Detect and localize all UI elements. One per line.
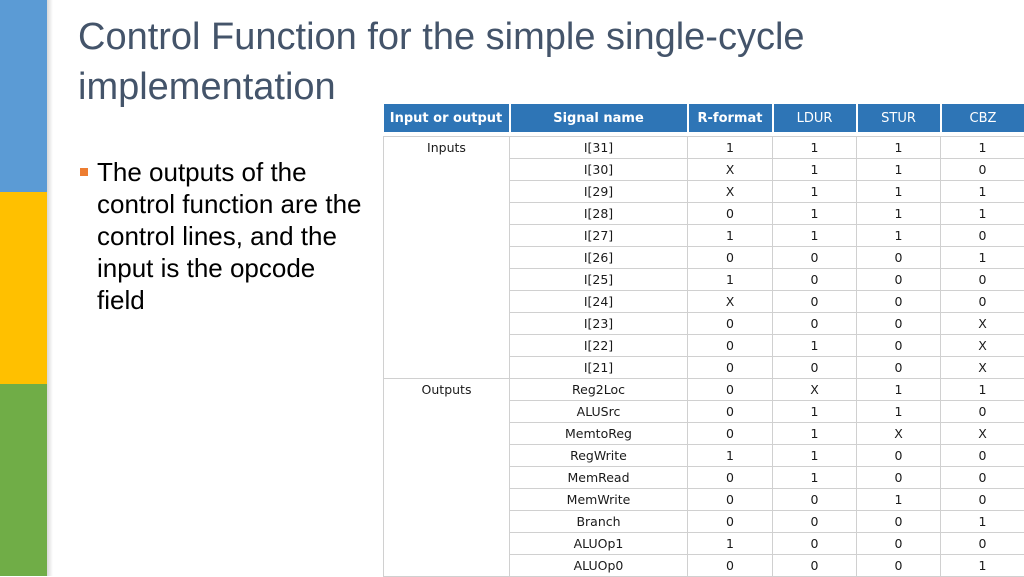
value-cell: X — [688, 181, 773, 203]
value-cell: 0 — [857, 511, 941, 533]
value-cell: 0 — [773, 533, 857, 555]
value-cell: 1 — [773, 181, 857, 203]
value-cell: X — [773, 379, 857, 401]
header-input-or-output: Input or output — [384, 104, 510, 132]
value-cell: 0 — [857, 555, 941, 577]
value-cell: 0 — [857, 269, 941, 291]
value-cell: 0 — [857, 291, 941, 313]
value-cell: 1 — [857, 203, 941, 225]
header-r-format: R-format — [688, 104, 773, 132]
value-cell: 0 — [688, 423, 773, 445]
value-cell: 1 — [773, 445, 857, 467]
value-cell: 1 — [773, 137, 857, 159]
table-row — [384, 379, 1024, 401]
accent-bar-yellow — [0, 192, 47, 384]
accent-bar-shadow — [47, 0, 53, 576]
value-cell: 1 — [688, 269, 773, 291]
value-cell: 0 — [857, 467, 941, 489]
value-cell: 0 — [941, 225, 1024, 247]
value-cell: 1 — [688, 533, 773, 555]
value-cell: 0 — [688, 203, 773, 225]
value-cell: X — [688, 159, 773, 181]
bullet-text: The outputs of the control function are the control lines, and the input is the opcode field — [97, 156, 365, 316]
value-cell: 1 — [941, 181, 1024, 203]
header-stur: STUR — [857, 104, 941, 132]
value-cell: 0 — [773, 511, 857, 533]
value-cell: 0 — [941, 467, 1024, 489]
value-cell: 0 — [773, 555, 857, 577]
table-header-row — [384, 104, 1024, 132]
value-cell: X — [941, 313, 1024, 335]
value-cell: X — [941, 357, 1024, 379]
value-cell: 0 — [941, 159, 1024, 181]
signal-name-cell: I[24] — [510, 291, 688, 313]
value-cell: 1 — [857, 379, 941, 401]
bullet-square-icon — [80, 168, 88, 176]
value-cell: 0 — [857, 445, 941, 467]
signal-name-cell: I[31] — [510, 137, 688, 159]
value-cell: 0 — [857, 357, 941, 379]
value-cell: 1 — [857, 181, 941, 203]
value-cell: 1 — [941, 203, 1024, 225]
value-cell: 0 — [857, 335, 941, 357]
value-cell: 1 — [773, 203, 857, 225]
value-cell: 0 — [857, 247, 941, 269]
accent-bar-blue — [0, 0, 47, 192]
value-cell: 1 — [773, 335, 857, 357]
value-cell: 1 — [688, 137, 773, 159]
value-cell: X — [688, 291, 773, 313]
value-cell: 1 — [773, 423, 857, 445]
group-outputs-label: Outputs — [384, 379, 510, 577]
value-cell: 1 — [941, 555, 1024, 577]
value-cell: 0 — [857, 533, 941, 555]
value-cell: X — [941, 423, 1024, 445]
value-cell: 0 — [688, 379, 773, 401]
value-cell: 0 — [941, 269, 1024, 291]
value-cell: 1 — [688, 225, 773, 247]
slide-title: Control Function for the simple single-cycle implementation — [78, 12, 958, 112]
value-cell: 1 — [773, 225, 857, 247]
signal-name-cell: Branch — [510, 511, 688, 533]
value-cell: 1 — [857, 401, 941, 423]
value-cell: 0 — [773, 357, 857, 379]
table-row — [384, 137, 1024, 159]
signal-name-cell: I[29] — [510, 181, 688, 203]
value-cell: 1 — [941, 511, 1024, 533]
value-cell: 1 — [857, 137, 941, 159]
value-cell: 0 — [688, 335, 773, 357]
signal-name-cell: MemWrite — [510, 489, 688, 511]
value-cell: 1 — [688, 445, 773, 467]
value-cell: 0 — [773, 313, 857, 335]
value-cell: 0 — [688, 555, 773, 577]
signal-name-cell: I[27] — [510, 225, 688, 247]
signal-name-cell: ALUSrc — [510, 401, 688, 423]
value-cell: 1 — [857, 225, 941, 247]
value-cell: 0 — [688, 357, 773, 379]
signal-name-cell: ALUOp1 — [510, 533, 688, 555]
value-cell: 0 — [773, 291, 857, 313]
bullet-item — [80, 156, 365, 316]
value-cell: 0 — [941, 489, 1024, 511]
signal-name-cell: I[30] — [510, 159, 688, 181]
value-cell: 0 — [688, 401, 773, 423]
value-cell: 1 — [773, 159, 857, 181]
signal-name-cell: I[21] — [510, 357, 688, 379]
header-signal-name: Signal name — [510, 104, 688, 132]
header-cbz: CBZ — [941, 104, 1024, 132]
value-cell: 1 — [941, 137, 1024, 159]
value-cell: 0 — [688, 247, 773, 269]
control-truth-table — [383, 104, 1024, 577]
value-cell: 1 — [773, 467, 857, 489]
signal-name-cell: ALUOp0 — [510, 555, 688, 577]
signal-name-cell: Reg2Loc — [510, 379, 688, 401]
signal-name-cell: I[22] — [510, 335, 688, 357]
value-cell: 0 — [688, 489, 773, 511]
value-cell: 0 — [773, 247, 857, 269]
value-cell: 0 — [941, 445, 1024, 467]
signal-name-cell: I[28] — [510, 203, 688, 225]
header-ldur: LDUR — [773, 104, 857, 132]
signal-name-cell: I[25] — [510, 269, 688, 291]
signal-name-cell: I[23] — [510, 313, 688, 335]
value-cell: X — [941, 335, 1024, 357]
value-cell: 1 — [773, 401, 857, 423]
value-cell: X — [857, 423, 941, 445]
value-cell: 0 — [941, 291, 1024, 313]
value-cell: 0 — [941, 401, 1024, 423]
value-cell: 0 — [688, 313, 773, 335]
signal-name-cell: I[26] — [510, 247, 688, 269]
value-cell: 1 — [857, 489, 941, 511]
value-cell: 0 — [857, 313, 941, 335]
value-cell: 0 — [688, 467, 773, 489]
value-cell: 1 — [857, 159, 941, 181]
value-cell: 1 — [941, 247, 1024, 269]
value-cell: 1 — [941, 379, 1024, 401]
signal-name-cell: MemRead — [510, 467, 688, 489]
group-inputs-label: Inputs — [384, 137, 510, 379]
value-cell: 0 — [941, 533, 1024, 555]
signal-name-cell: RegWrite — [510, 445, 688, 467]
signal-name-cell: MemtoReg — [510, 423, 688, 445]
value-cell: 0 — [773, 489, 857, 511]
value-cell: 0 — [773, 269, 857, 291]
value-cell: 0 — [688, 511, 773, 533]
accent-bar-green — [0, 384, 47, 576]
